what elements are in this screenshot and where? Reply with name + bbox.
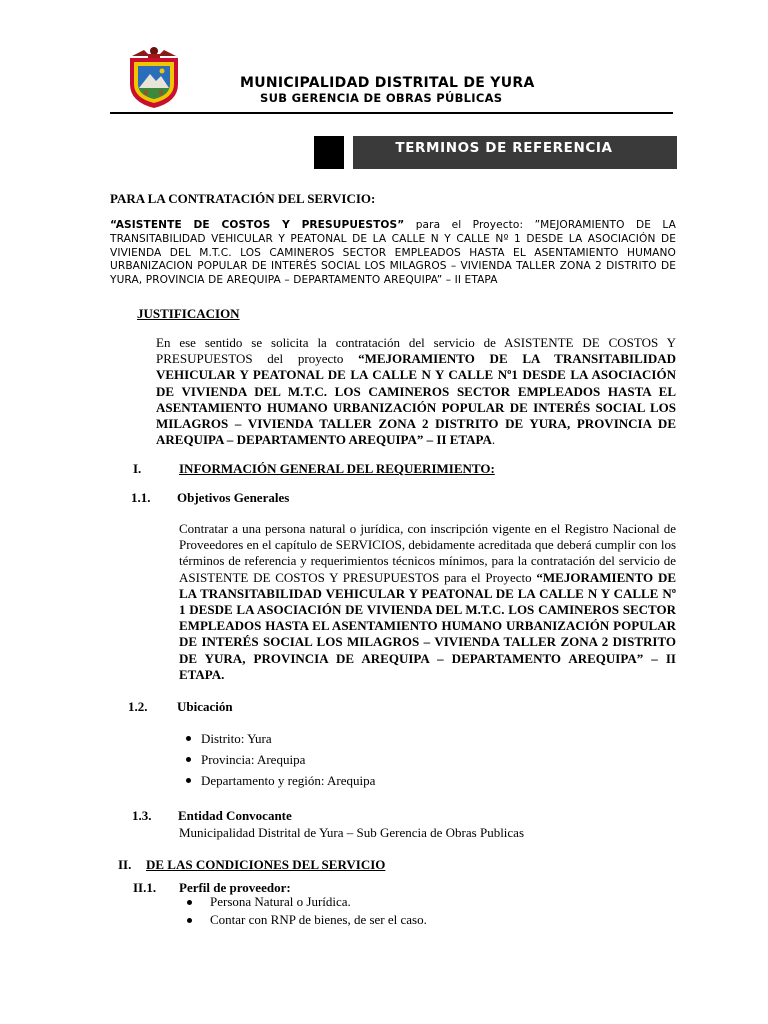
section-2-title: DE LAS CONDICIONES DEL SERVICIO xyxy=(146,857,386,872)
service-heading: PARA LA CONTRATACIÓN DEL SERVICIO: xyxy=(110,191,376,206)
service-name: “ASISTENTE DE COSTOS Y PRESUPUESTOS” xyxy=(110,219,405,231)
bullet-icon xyxy=(187,900,192,905)
objectives-project: “MEJORAMIENTO DE LA TRANSITABILIDAD VEHICULAR Y PEATONAL DE LA CALLE N Y CALLE Nº 1 DESDE LA ASOCIACIÓN DE VIVIENDA DEL M.T.C. LOS CAMINEROS SECTOR EMPLEADOS HASTA EL ASENTAMIENTO HUMANO URBANIZACIÓN POPULAR DE INTERÉS SOCIAL LOS MILAGROS – VIVIENDA TALLER ZONA 2 DISTRITO DE YURA, PROVINCIA DE AREQUIPA – DEPARTAMENTO AREQUIPA” – II ETAPA. xyxy=(179,569,677,682)
bullet-icon xyxy=(186,757,191,762)
subsection-1-2-title: Ubicación xyxy=(177,699,233,714)
entity-name: Municipalidad Distrital de Yura – Sub Gerencia de Obras Publicas xyxy=(179,825,525,840)
objectives-text xyxy=(179,521,676,683)
list-item: Departamento y región: Arequipa xyxy=(184,770,484,791)
section-1-number: I. xyxy=(133,461,142,476)
list-item: Provincia: Arequipa xyxy=(184,749,484,770)
justification-end: . xyxy=(491,432,496,448)
justification-text xyxy=(156,335,676,448)
subsection-1-3-title: Entidad Convocante xyxy=(178,808,292,823)
section-1-title: INFORMACIÓN GENERAL DEL REQUERIMIENTO: xyxy=(179,461,495,476)
list-item: Distrito: Yura xyxy=(184,728,484,749)
profile-list xyxy=(186,893,486,929)
project-name: para el Proyecto: ”MEJORAMIENTO DE LA TRANSITABILIDAD VEHICULAR Y PEATONAL DE LA CALLE N Y CALLE Nº 1 DESDE LA ASOCIACIÓN DE VIVIENDA DEL M.T.C. LOS CAMINEROS SECTOR EMPLEADOS HASTA EL ASENTAMIENTO HUMANO URBANIZACION POPULAR DE INTERÉS SOCIAL LOS MILAGROS – VIVIENDA TALLER ZONA 2 DISTRITO DE YURA, PROVINCIA DE AREQUIPA – DEPARTAMENTO AREQUIPA” – II ETAPA xyxy=(110,219,676,287)
bullet-icon xyxy=(186,736,191,741)
header-divider xyxy=(110,112,673,114)
justification-title: JUSTIFICACION xyxy=(137,306,240,321)
subsection-1-2-number: 1.2. xyxy=(128,699,148,714)
bullet-icon xyxy=(187,918,192,923)
subsection-2-1-number: II.1. xyxy=(133,880,157,895)
service-description xyxy=(110,219,676,288)
section-2-number: II. xyxy=(118,857,132,872)
banner-black-block xyxy=(314,136,344,169)
location-list xyxy=(184,728,484,791)
objectives-plain: Contratar a una persona natural o jurídica, con inscripción vigente en el Registro Nacional de Proveedores en el capítulo de SERVICIOS, debidamente acreditada que deberá cumplir con los términos de referencia y requerimientos técnicos mínimos, para la contratación del servicio de ASISTENTE DE COSTOS Y PRESUPUESTOS para el Proyecto xyxy=(179,521,676,585)
department-name: SUB GERENCIA DE OBRAS PÚBLICAS xyxy=(260,91,503,105)
subsection-1-1-number: 1.1. xyxy=(131,490,151,505)
justification-plain: En ese sentido se solicita la contratación del servicio de ASISTENTE DE COSTOS Y PRESUPUESTOS del proyecto xyxy=(156,335,676,367)
list-item: Contar con RNP de bienes, de ser el caso. xyxy=(186,911,486,929)
bullet-icon xyxy=(186,778,191,783)
justification-project: “MEJORAMIENTO DE LA TRANSITABILIDAD VEHICULAR Y PEATONAL DE LA CALLE N Y CALLE Nº1 DESDE LA ASOCIACIÓN DE VIVIENDA DEL M.T.C. LOS CAMINEROS SECTOR EMPLEADOS HASTA EL ASENTAMIENTO HUMANO URBANIZACIÓN POPULAR DE INTERÉS SOCIAL LOS MILAGROS – VIVIENDA TALLER ZONA 2 DISTRITO DE YURA, PROVINCIA DE AREQUIPA – DEPARTAMENTO AREQUIPA” – II ETAPA xyxy=(156,351,676,448)
subsection-2-1-title: Perfil de proveedor: xyxy=(179,880,291,895)
subsection-1-1-title: Objetivos Generales xyxy=(177,490,290,505)
document-title-banner: TERMINOS DE REFERENCIA xyxy=(353,136,677,169)
municipality-name: MUNICIPALIDAD DISTRITAL DE YURA xyxy=(240,75,535,91)
list-item: Persona Natural o Jurídica. xyxy=(186,893,486,911)
municipal-crest-logo xyxy=(126,44,182,110)
subsection-1-3-number: 1.3. xyxy=(132,808,152,823)
